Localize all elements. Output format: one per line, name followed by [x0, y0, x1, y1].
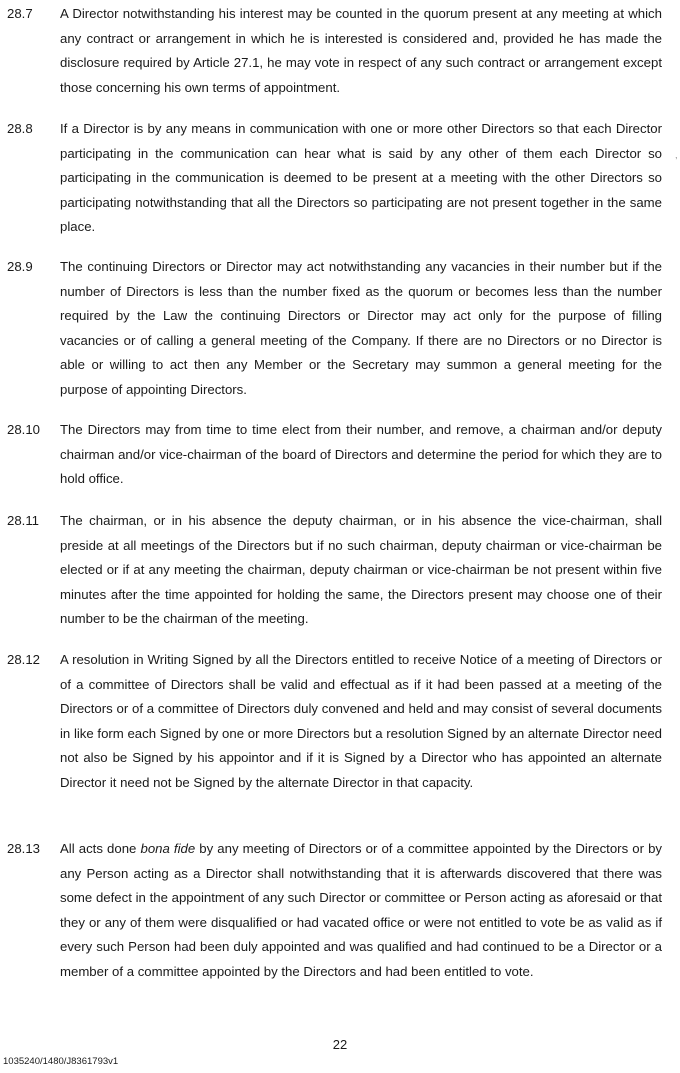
page-number: 22 [332, 1037, 348, 1052]
clause-number: 28.10 [7, 422, 41, 437]
clause-number: 28.8 [7, 121, 33, 136]
clause-text: The chairman, or in his absence the deputy chairman, or in his absence the vice-chairman, shall preside at all meetings of the Directors but if no such chairman, deputy chairman or vice-chairman be elected or if at any meeting the chairman, deputy chairman or vice-chairman be not present within five minutes after the time appointed for holding the same, the Directors present may choose one of their number to be the chairman of the meeting. [60, 513, 662, 627]
clause-text: The Directors may from time to time elect from their number, and remove, a chairman and/or deputy chairman and/or vice-chairman of the board of Directors and determine the period for which they are to hold office. [60, 422, 662, 487]
clause-text: If a Director is by any means in communication with one or more other Directors so that each Director participating in the communication can hear what is said by any other of them each Director so participating in the communication is deemed to be present at a meeting with the other Directors so participating notwithstanding that all the Directors so participating are not present together in the same place. [60, 121, 662, 235]
clause-text-after: by any meeting of Directors or of a committee appointed by the Directors or by any Person acting as a Director shall notwithstanding that it is afterwards discovered that there was some defect in the appointment of any such Director or committee or Person acting as aforesaid or that they or any of them were disqualified or had vacated office or were not entitled to vote be as valid as if every such Person had been duly appointed and was qualified and had continued to be a Director or a member of a committee appointed by the Directors and had been entitled to vote. [60, 841, 663, 979]
clause-number: 28.12 [7, 652, 41, 667]
clause-text-before: All acts done [60, 841, 141, 856]
stray-mark: , [675, 150, 678, 160]
clause-number: 28.11 [7, 513, 40, 528]
clause-text: The continuing Directors or Director may act notwithstanding any vacancies in their number but if the number of Directors is less than the number fixed as the quorum or becomes less than the number required by the Law the continuing Directors or Director may act only for the purpose of filling vacancies or of calling a general meeting of the Company. If there are no Directors or no Director is able or willing to act then any Member or the Secretary may summon a general meeting for the purpose of appointing Directors. [60, 259, 662, 397]
document-reference: 1035240/1480/J8361793v1 [3, 1056, 119, 1067]
clause-text [60, 837, 662, 985]
clause-text: A resolution in Writing Signed by all the Directors entitled to receive Notice of a meeting of Directors or of a committee of Directors shall be valid and effectual as if it had been passed at a meeting of the Directors or of a committee of Directors duly convened and held and may consist of several documents in like form each Signed by one or more Directors but a resolution Signed by an alternate Director need not also be Signed by his appointor and if it is Signed by a Director who has appointed an alternate Director it need not be Signed by the alternate Director in that capacity. [60, 652, 662, 790]
clause-number: 28.13 [7, 841, 41, 856]
clause-text-italic: bona fide [140, 841, 196, 856]
clause-text: A Director notwithstanding his interest may be counted in the quorum present at any meeting at which any contract or arrangement in which he is interested is considered and, provided he has made the disclosure required by Article 27.1, he may vote in respect of any such contract or arrangement except those concerning his own terms of appointment. [60, 6, 662, 95]
clause-number: 28.7 [7, 6, 33, 21]
clause-number: 28.9 [7, 259, 33, 274]
